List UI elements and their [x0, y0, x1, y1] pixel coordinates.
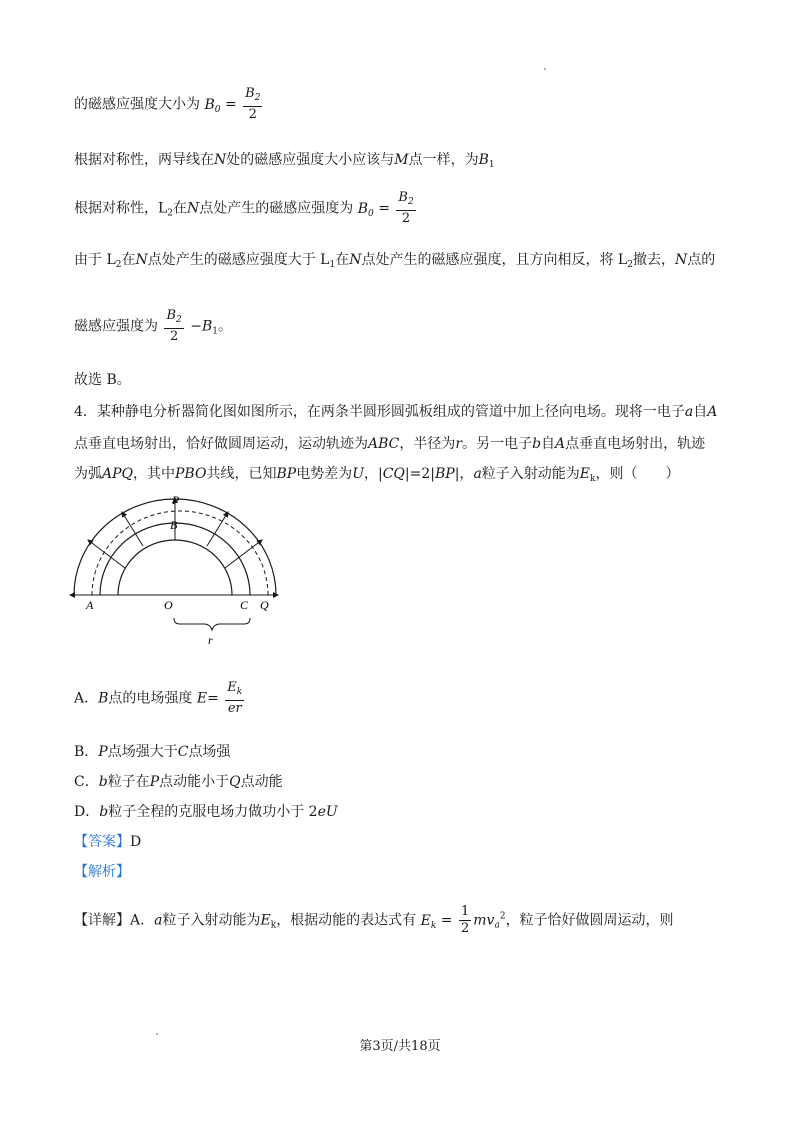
text-line-3: 根据对称性，$L_2$在N点处产生的磁感应强度为 $B_0$ = $\frac{B_2}{2}$: [74, 190, 414, 226]
answer-line: [74, 832, 141, 852]
text-line-6: 故选 B。: [74, 372, 131, 388]
inner-arc: [118, 540, 232, 595]
analysis-tag: 【解析】: [74, 864, 130, 880]
question-line-1: 4．某种静电分析器简化图如图所示，在两条半圆形圆弧板组成的管道中加上径向电场。现将一电子a自A: [74, 404, 718, 420]
text-line-4: 由于 $L_2$在N点处产生的磁感应强度大于 $L_1$在N点处产生的磁感应强度，且方向相反，将 $L_2$撤去，N点的: [74, 252, 716, 270]
fraction: $\frac{B_2}{2}$: [166, 308, 182, 344]
fraction: $\frac{1}{2}$: [460, 904, 470, 936]
fraction: $\frac{E_k}{er}$: [227, 680, 243, 716]
label-p: P: [172, 493, 180, 507]
equals-sign: =: [224, 96, 237, 113]
page-footer: 第3页/共18页: [359, 1039, 441, 1054]
label-r: r: [208, 633, 213, 647]
label-o: O: [164, 598, 173, 612]
line-text: 的磁感应强度大小为: [74, 96, 200, 113]
radius-brace: [174, 618, 250, 630]
text-line-2: 根据对称性，两导线在N处的磁感应强度大小应该与M点一样，为$B_1$: [74, 152, 495, 170]
text-line-5: 磁感应强度为 $\frac{B_2}{2}$ $-B_1$。: [74, 308, 232, 344]
option-d: D．b粒子全程的克服电场力做功小于 2eU: [74, 804, 338, 820]
text-line-1: [74, 86, 264, 123]
question-line-2: 点垂直电场射出，恰好做圆周运动，运动轨迹为ABC，半径为r。另一电子b自A点垂直电场射出，轨迹: [74, 436, 706, 452]
math-symbol: $B_0$: [204, 96, 221, 115]
question-line-3: 为弧APQ，其中PBO共线，已知BP电势差为U，|CQ|=2|BP|，a粒子入射动能为$E_k$，则（ ）: [74, 466, 680, 484]
fraction: $\frac{B_2}{2}$: [245, 86, 261, 122]
fraction: $\frac{B_2}{2}$: [398, 190, 414, 226]
detail-line: 【详解】A．a粒子入射动能为$E_k$，根据动能的表达式有 $E_k$ = $\frac{1}{2}$ $mv_a^2$，粒子恰好做圆周运动，则: [74, 904, 674, 936]
answer-tag: 【答案】: [74, 834, 130, 850]
label-q: Q: [260, 598, 269, 612]
analysis-line: [74, 862, 130, 882]
label-c: C: [240, 598, 249, 612]
electrostatic-analyzer-diagram: [64, 490, 284, 650]
label-a: A: [86, 598, 94, 612]
label-b: B: [170, 518, 178, 532]
option-c: C．b粒子在P点动能小于Q点动能: [74, 774, 283, 790]
option-b: B．P点场强大于C点场强: [74, 744, 231, 760]
option-a: A．B点的电场强度 E= $\frac{E_k}{er}$: [74, 680, 243, 716]
answer-value: D: [130, 834, 142, 850]
scan-dot: [544, 68, 546, 70]
